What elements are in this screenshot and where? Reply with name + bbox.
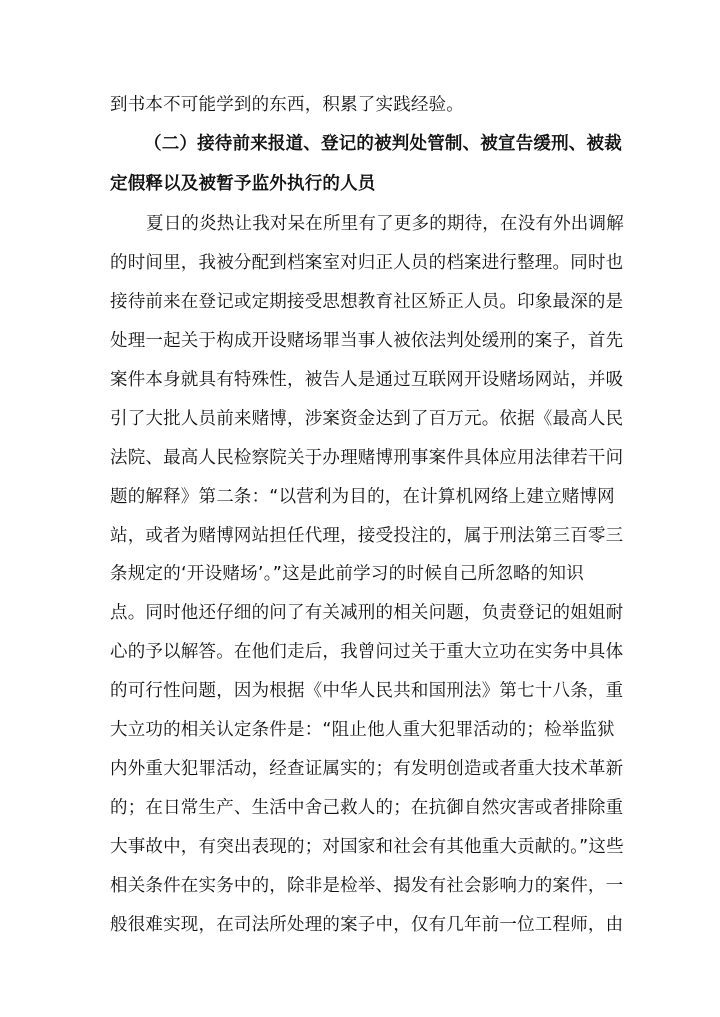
paragraph-line: 的时间里，我被分配到档案室对归正人员的档案进行整理。同时也 [110,253,624,273]
paragraph-line: 般很难实现，在司法所处理的案子中，仅有几年前一位工程师，由 [110,915,624,935]
section-heading-line: （二）接待前来报道、登记的被判处管制、被宣告缓刑、被裁 [144,134,622,154]
paragraph-line: 心的予以解答。在他们走后，我曾问过关于重大立功在实务中具体 [110,642,624,662]
paragraph-line: 题的解释》第二条：“以营利为目的，在计算机网络上建立赌博网 [110,487,615,507]
paragraph-line: 大事故中，有突出表现的；对国家和社会有其他重大贡献的。”这些 [110,837,624,857]
paragraph-line: 夏日的炎热让我对呆在所里有了更多的期待，在没有外出调解 [146,214,624,234]
paragraph-line: 相关条件在实务中的，除非是检举、揭发有社会影响力的案件，一 [110,876,624,896]
paragraph-line: 法院、最高人民检察院关于办理赌博刑事案件具体应用法律若干问 [110,448,624,468]
paragraph-line: 到书本不可能学到的东西，积累了实践经验。 [110,95,464,115]
paragraph-line: 点。同时他还仔细的问了有关减刑的相关问题，负责登记的姐姐耐 [110,603,624,623]
paragraph-line: 的；在日常生产、生活中舍己救人的；在抗御自然灾害或者排除重 [110,798,624,818]
paragraph-line: 大立功的相关认定条件是：“阻止他人重大犯罪活动的；检举监狱 [110,720,615,740]
paragraph-line: 内外重大犯罪活动，经查证属实的；有发明创造或者重大技术革新 [110,759,624,779]
paragraph-line: 案件本身就具有特殊性，被告人是通过互联网开设赌场网站，并吸 [110,370,624,390]
paragraph-line: 接待前来在登记或定期接受思想教育社区矫正人员。印象最深的是 [110,292,624,312]
paragraph-line: 条规定的‘开设赌场’。”这是此前学习的时候自己所忽略的知识 [110,564,584,584]
section-heading-line: 定假释以及被暂予监外执行的人员 [110,174,376,194]
paragraph-line: 处理一起关于构成开设赌场罪当事人被依法判处缓刑的案子，首先 [110,331,624,351]
paragraph-line: 的可行性问题，因为根据《中华人民共和国刑法》第七十八条，重 [110,681,624,701]
paragraph-line: 站，或者为赌博网站担任代理，接受投注的，属于刑法第三百零三 [110,526,624,546]
paragraph-line: 引了大批人员前来赌博，涉案资金达到了百万元。依据《最高人民 [110,409,624,429]
